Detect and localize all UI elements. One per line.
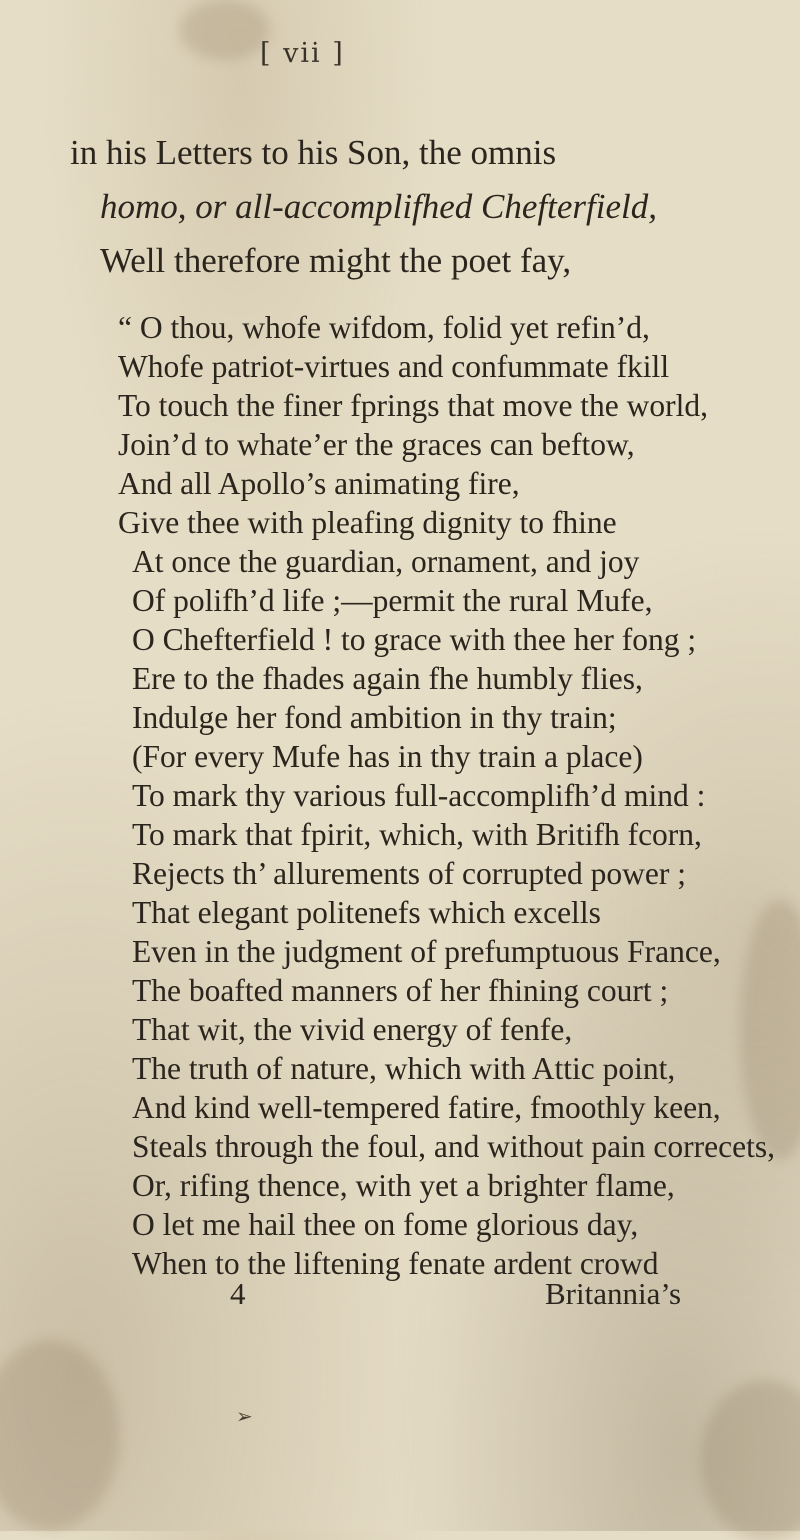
poem-line: To mark thy various full-accomplifh’d mind : <box>132 778 706 813</box>
page-footer <box>0 1276 800 1316</box>
poem-line: And all Apollo’s animating fire, <box>118 466 520 501</box>
poem-line: Even in the judgment of prefumptuous France, <box>132 934 721 969</box>
poem-line: Of polifh’d life ;—permit the rural Mufe, <box>132 583 653 618</box>
poem-line: To touch the finer fprings that move the world, <box>118 388 709 423</box>
poem-line: And kind well-tempered fatire, fmoothly keen, <box>132 1090 721 1125</box>
prose-paragraph <box>70 126 760 288</box>
prose-line: Well therefore might the poet fay, <box>100 241 572 280</box>
poem-line: Or, rifing thence, with yet a brighter flame, <box>132 1168 675 1203</box>
prose-line: homo, or all-accomplifhed Chefterfield, <box>100 187 657 226</box>
poem-line: The truth of nature, which with Attic point, <box>132 1051 676 1086</box>
paper-stain <box>700 1380 800 1540</box>
poem-line: That elegant politenefs which excells <box>132 895 601 930</box>
poem-line: Ere to the fhades again fhe humbly flies, <box>132 661 643 696</box>
signature-mark: 4 <box>230 1276 246 1311</box>
arrow-mark-icon: ➢ <box>236 1404 253 1428</box>
poem-line: (For every Mufe has in thy train a place) <box>132 739 643 774</box>
catchword: Britannia’s <box>545 1276 682 1311</box>
paper-stain <box>0 1340 120 1530</box>
page-number: [ vii ] <box>260 38 345 69</box>
poem-line: O let me hail thee on fome glorious day, <box>132 1207 639 1242</box>
poem-line: Join’d to whate’er the graces can beftow, <box>118 427 635 462</box>
poem-line: At once the guardian, ornament, and joy <box>132 544 640 579</box>
poem-quotation <box>118 308 778 1283</box>
paper-stain <box>180 0 270 60</box>
poem-line: Steals through the foul, and without pain correcets, <box>132 1129 775 1164</box>
prose-line: in his Letters to his Son, the omnis <box>70 133 557 172</box>
poem-line: The boafted manners of her fhining court ; <box>132 973 669 1008</box>
poem-line: Indulge her fond ambition in thy train; <box>132 700 617 735</box>
poem-line: Give thee with pleafing dignity to fhine <box>118 505 617 540</box>
poem-line: When to the liftening fenate ardent crowd <box>132 1246 659 1281</box>
poem-line: O Chefterfield ! to grace with thee her fong ; <box>132 622 697 657</box>
poem-line: “ O thou, whofe wifdom, folid yet refin’d, <box>118 310 650 345</box>
poem-line: Rejects th’ allurements of corrupted power ; <box>132 856 686 891</box>
poem-line: To mark that fpirit, which, with Britifh fcorn, <box>132 817 702 852</box>
poem-line: That wit, the vivid energy of fenfe, <box>132 1012 573 1047</box>
poem-line: Whofe patriot-virtues and confummate fkill <box>118 349 670 384</box>
